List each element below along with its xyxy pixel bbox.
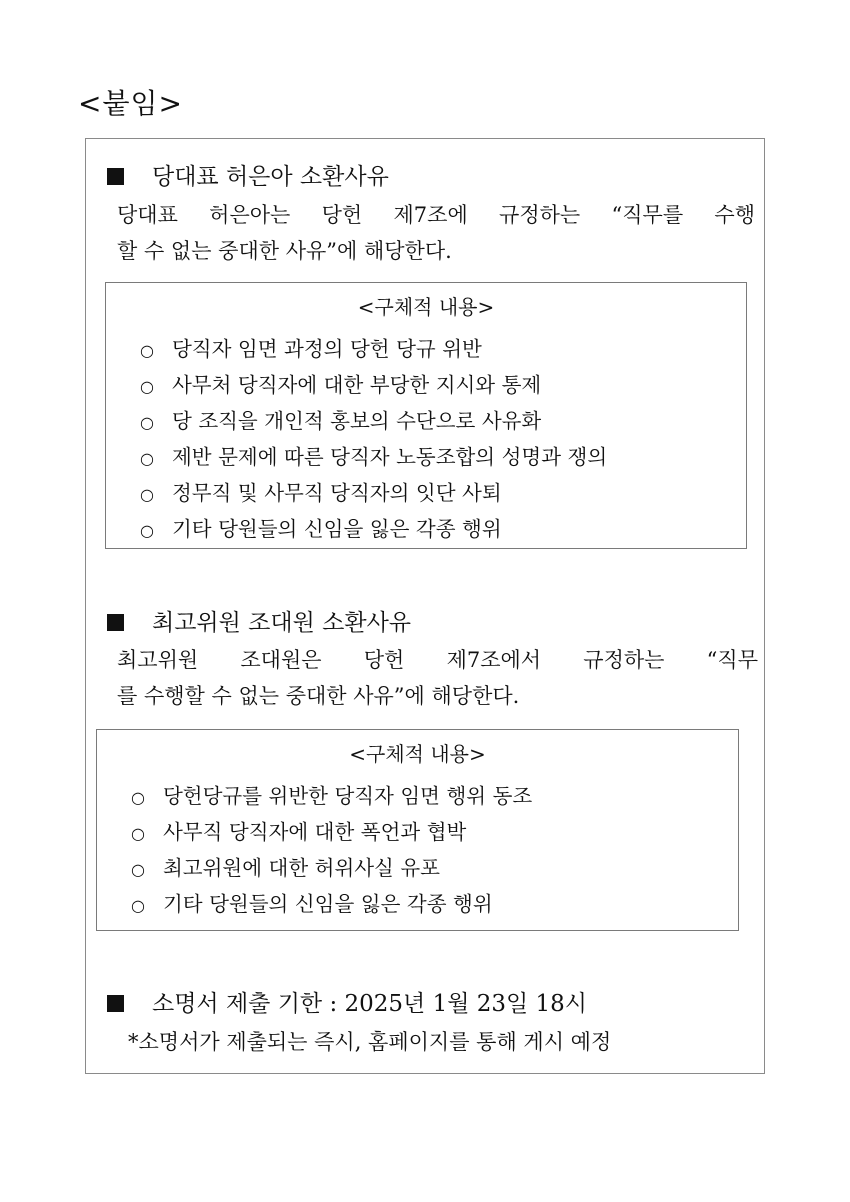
list-item: ○ 당 조직을 개인적 홍보의 수단으로 사유화 — [140, 403, 746, 439]
list-item: ○ 기타 당원들의 신임을 잃은 각종 행위 — [131, 886, 738, 922]
section2-title — [107, 604, 411, 637]
circle-bullet-icon: ○ — [140, 485, 154, 504]
list-item: ○ 당직자 임면 과정의 당헌 당규 위반 — [140, 331, 746, 367]
section2-paragraph-line-2: 를 수행할 수 없는 중대한 사유”에 해당한다. — [117, 684, 520, 708]
circle-bullet-icon: ○ — [131, 896, 145, 915]
deadline-title — [107, 985, 587, 1018]
section2-details-list — [97, 778, 738, 922]
section2-paragraph — [117, 642, 758, 714]
section1-title — [107, 158, 389, 191]
page-heading: <붙임> — [78, 87, 184, 120]
circle-bullet-icon: ○ — [131, 824, 145, 843]
section1-title-text: 당대표 허은아 소환사유 — [152, 164, 389, 190]
section2-title-text: 최고위원 조대원 소환사유 — [152, 610, 412, 636]
circle-bullet-icon: ○ — [140, 449, 154, 468]
section1-paragraph — [117, 197, 755, 269]
list-item: ○ 기타 당원들의 신임을 잃은 각종 행위 — [140, 511, 746, 547]
section1-details-box — [105, 282, 747, 549]
section2-details-box — [96, 729, 739, 931]
circle-bullet-icon: ○ — [140, 377, 154, 396]
square-bullet-icon — [107, 995, 124, 1012]
circle-bullet-icon: ○ — [140, 413, 154, 432]
circle-bullet-icon: ○ — [131, 860, 145, 879]
list-item: ○ 당헌당규를 위반한 당직자 임면 행위 동조 — [131, 778, 738, 814]
deadline-title-text: 소명서 제출 기한 : 2025년 1월 23일 18시 — [152, 991, 588, 1017]
circle-bullet-icon: ○ — [140, 521, 154, 540]
square-bullet-icon — [107, 614, 124, 631]
section1-details-list — [106, 331, 746, 547]
circle-bullet-icon: ○ — [131, 788, 145, 807]
deadline-note: *소명서가 제출되는 즉시, 홈페이지를 통해 게시 예정 — [128, 1030, 612, 1054]
list-item: ○ 사무처 당직자에 대한 부당한 지시와 통제 — [140, 367, 746, 403]
section2-details-title: <구체적 내용> — [349, 742, 486, 766]
section1-paragraph-line-1: 당대표 허은아는 당헌 제7조에 규정하는 “직무를 수행 — [117, 203, 755, 227]
list-item: ○ 제반 문제에 따른 당직자 노동조합의 성명과 쟁의 — [140, 439, 746, 475]
section2-paragraph-line-1: 최고위원 조대원은 당헌 제7조에서 규정하는 “직무 — [117, 648, 758, 672]
section1-details-title: <구체적 내용> — [357, 295, 495, 319]
list-item: ○ 정무직 및 사무직 당직자의 잇단 사퇴 — [140, 475, 746, 511]
section1-paragraph-line-2: 할 수 없는 중대한 사유”에 해당한다. — [117, 239, 452, 263]
list-item: ○ 사무직 당직자에 대한 폭언과 협박 — [131, 814, 738, 850]
square-bullet-icon — [107, 168, 124, 185]
circle-bullet-icon: ○ — [140, 341, 154, 360]
list-item: ○ 최고위원에 대한 허위사실 유포 — [131, 850, 738, 886]
